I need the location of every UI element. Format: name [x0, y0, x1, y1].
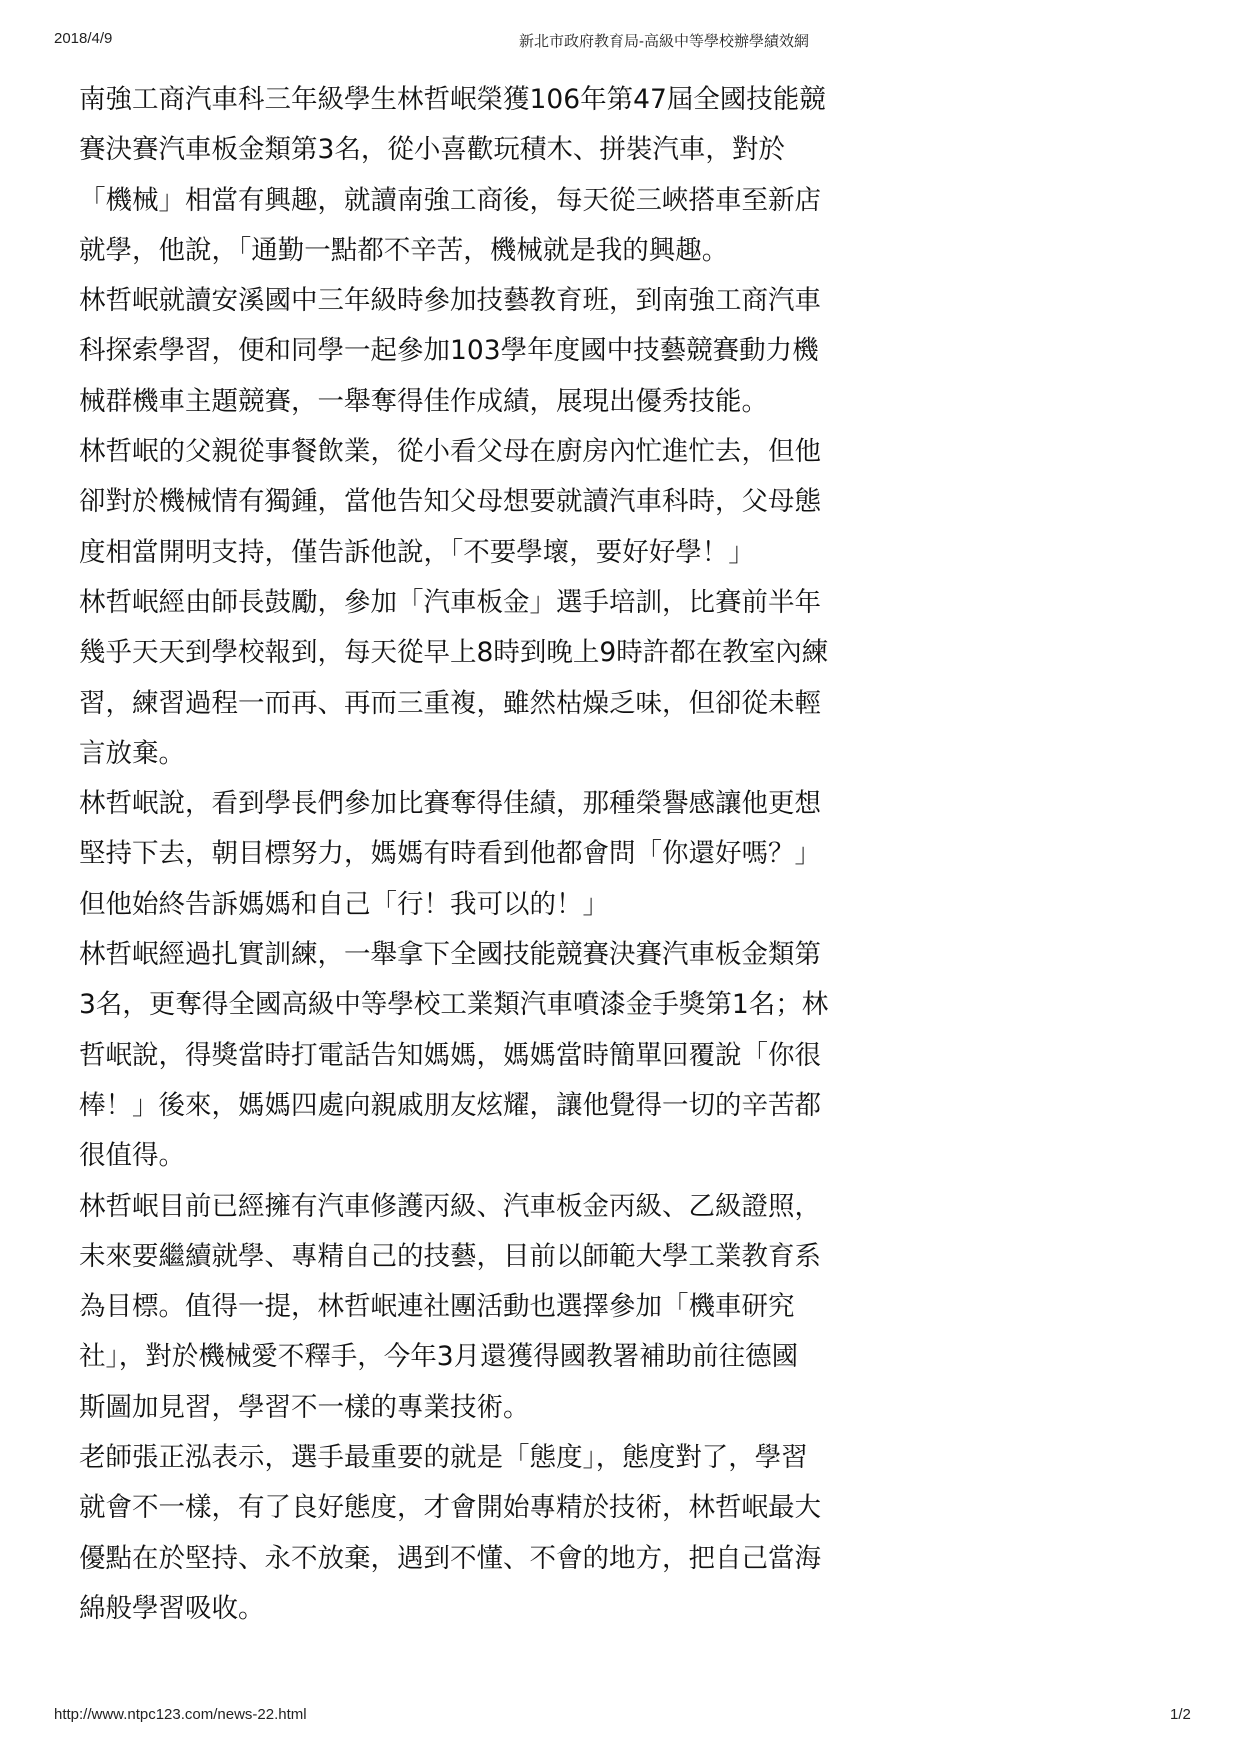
- article-line: 綿般學習吸收。: [79, 1592, 265, 1624]
- article-line: 但他始終告訴媽媽和自己「行！我可以的！」: [79, 888, 609, 920]
- article-line: 就學，他說，「通勤一點都不辛苦，機械就是我的興趣。: [79, 234, 729, 266]
- article-line: 未來要繼續就學、專精自己的技藝，目前以師範大學工業教育系: [79, 1240, 821, 1272]
- article-line: 哲岷說，得獎當時打電話告知媽媽，媽媽當時簡單回覆說「你很: [79, 1039, 821, 1071]
- article-line: 3名，更奪得全國高級中等學校工業類汽車噴漆金手獎第1名；林: [79, 989, 829, 1021]
- article-line: 賽決賽汽車板金類第3名，從小喜歡玩積木、拼裝汽車，對於: [79, 134, 785, 166]
- header-page-title: 新北市政府教育局-高級中等學校辦學績效網: [519, 33, 809, 50]
- article-line: 卻對於機械情有獨鍾，當他告知父母想要就讀汽車科時，父母態: [79, 486, 821, 518]
- article-line: 斯圖加見習，學習不一樣的專業技術。: [79, 1391, 530, 1423]
- article-line: 為目標。值得一提，林哲岷連社團活動也選擇參加「機車研究: [79, 1291, 795, 1323]
- article-line: 習，練習過程一而再、再而三重複，雖然枯燥乏味，但卻從未輕: [79, 687, 821, 719]
- footer-url-link[interactable]: http://www.ntpc123.com/news-22.html: [54, 1706, 307, 1723]
- article-line: 度相當開明支持，僅告訴他說，「不要學壞，要好好學！」: [79, 536, 755, 568]
- article-body: [79, 75, 859, 1634]
- article-line: 棒！」後來，媽媽四處向親戚朋友炫耀，讓他覺得一切的辛苦都: [79, 1089, 821, 1121]
- article-line: 很值得。: [79, 1140, 185, 1172]
- article-line: 優點在於堅持、永不放棄，遇到不懂、不會的地方，把自己當海: [79, 1542, 821, 1574]
- article-line: 林哲岷的父親從事餐飲業，從小看父母在廚房內忙進忙去，但他: [79, 436, 821, 468]
- article-line: 南強工商汽車科三年級學生林哲岷榮獲106年第47屆全國技能競: [79, 84, 826, 115]
- article-line: 林哲岷目前已經擁有汽車修護丙級、汽車板金丙級、乙級證照，: [79, 1190, 821, 1222]
- article-line: 言放棄。: [79, 737, 185, 769]
- article-line: 林哲岷說，看到學長們參加比賽奪得佳績，那種榮譽感讓他更想: [79, 788, 821, 820]
- article-line: 社」，對於機械愛不釋手，今年3月還獲得國教署補助前往德國: [79, 1341, 799, 1373]
- article-line: 林哲岷就讀安溪國中三年級時參加技藝教育班，到南強工商汽車: [79, 285, 821, 317]
- article-line: 械群機車主題競賽，一舉奪得佳作成績，展現出優秀技能。: [79, 385, 768, 417]
- article-line: 「機械」相當有興趣，就讀南強工商後，每天從三峽搭車至新店: [79, 184, 821, 216]
- article-line: 老師張正泓表示，選手最重要的就是「態度」，態度對了，學習: [79, 1442, 808, 1474]
- article-line: 就會不一樣，有了良好態度，才會開始專精於技術，林哲岷最大: [79, 1492, 821, 1524]
- article-line: 堅持下去，朝目標努力，媽媽有時看到他都會問「你還好嗎？」: [79, 838, 821, 870]
- article-line: 科探索學習，便和同學一起參加103學年度國中技藝競賽動力機: [79, 335, 819, 367]
- article-line: 林哲岷經過扎實訓練，一舉拿下全國技能競賽決賽汽車板金類第: [79, 939, 821, 971]
- header-date: 2018/4/9: [54, 30, 113, 47]
- article-line: 林哲岷經由師長鼓勵，參加「汽車板金」選手培訓，比賽前半年: [79, 586, 821, 618]
- article-line: 幾乎天天到學校報到，每天從早上8時到晚上9時許都在教室內練: [79, 637, 829, 669]
- footer-page-number: 1/2: [1170, 1706, 1191, 1723]
